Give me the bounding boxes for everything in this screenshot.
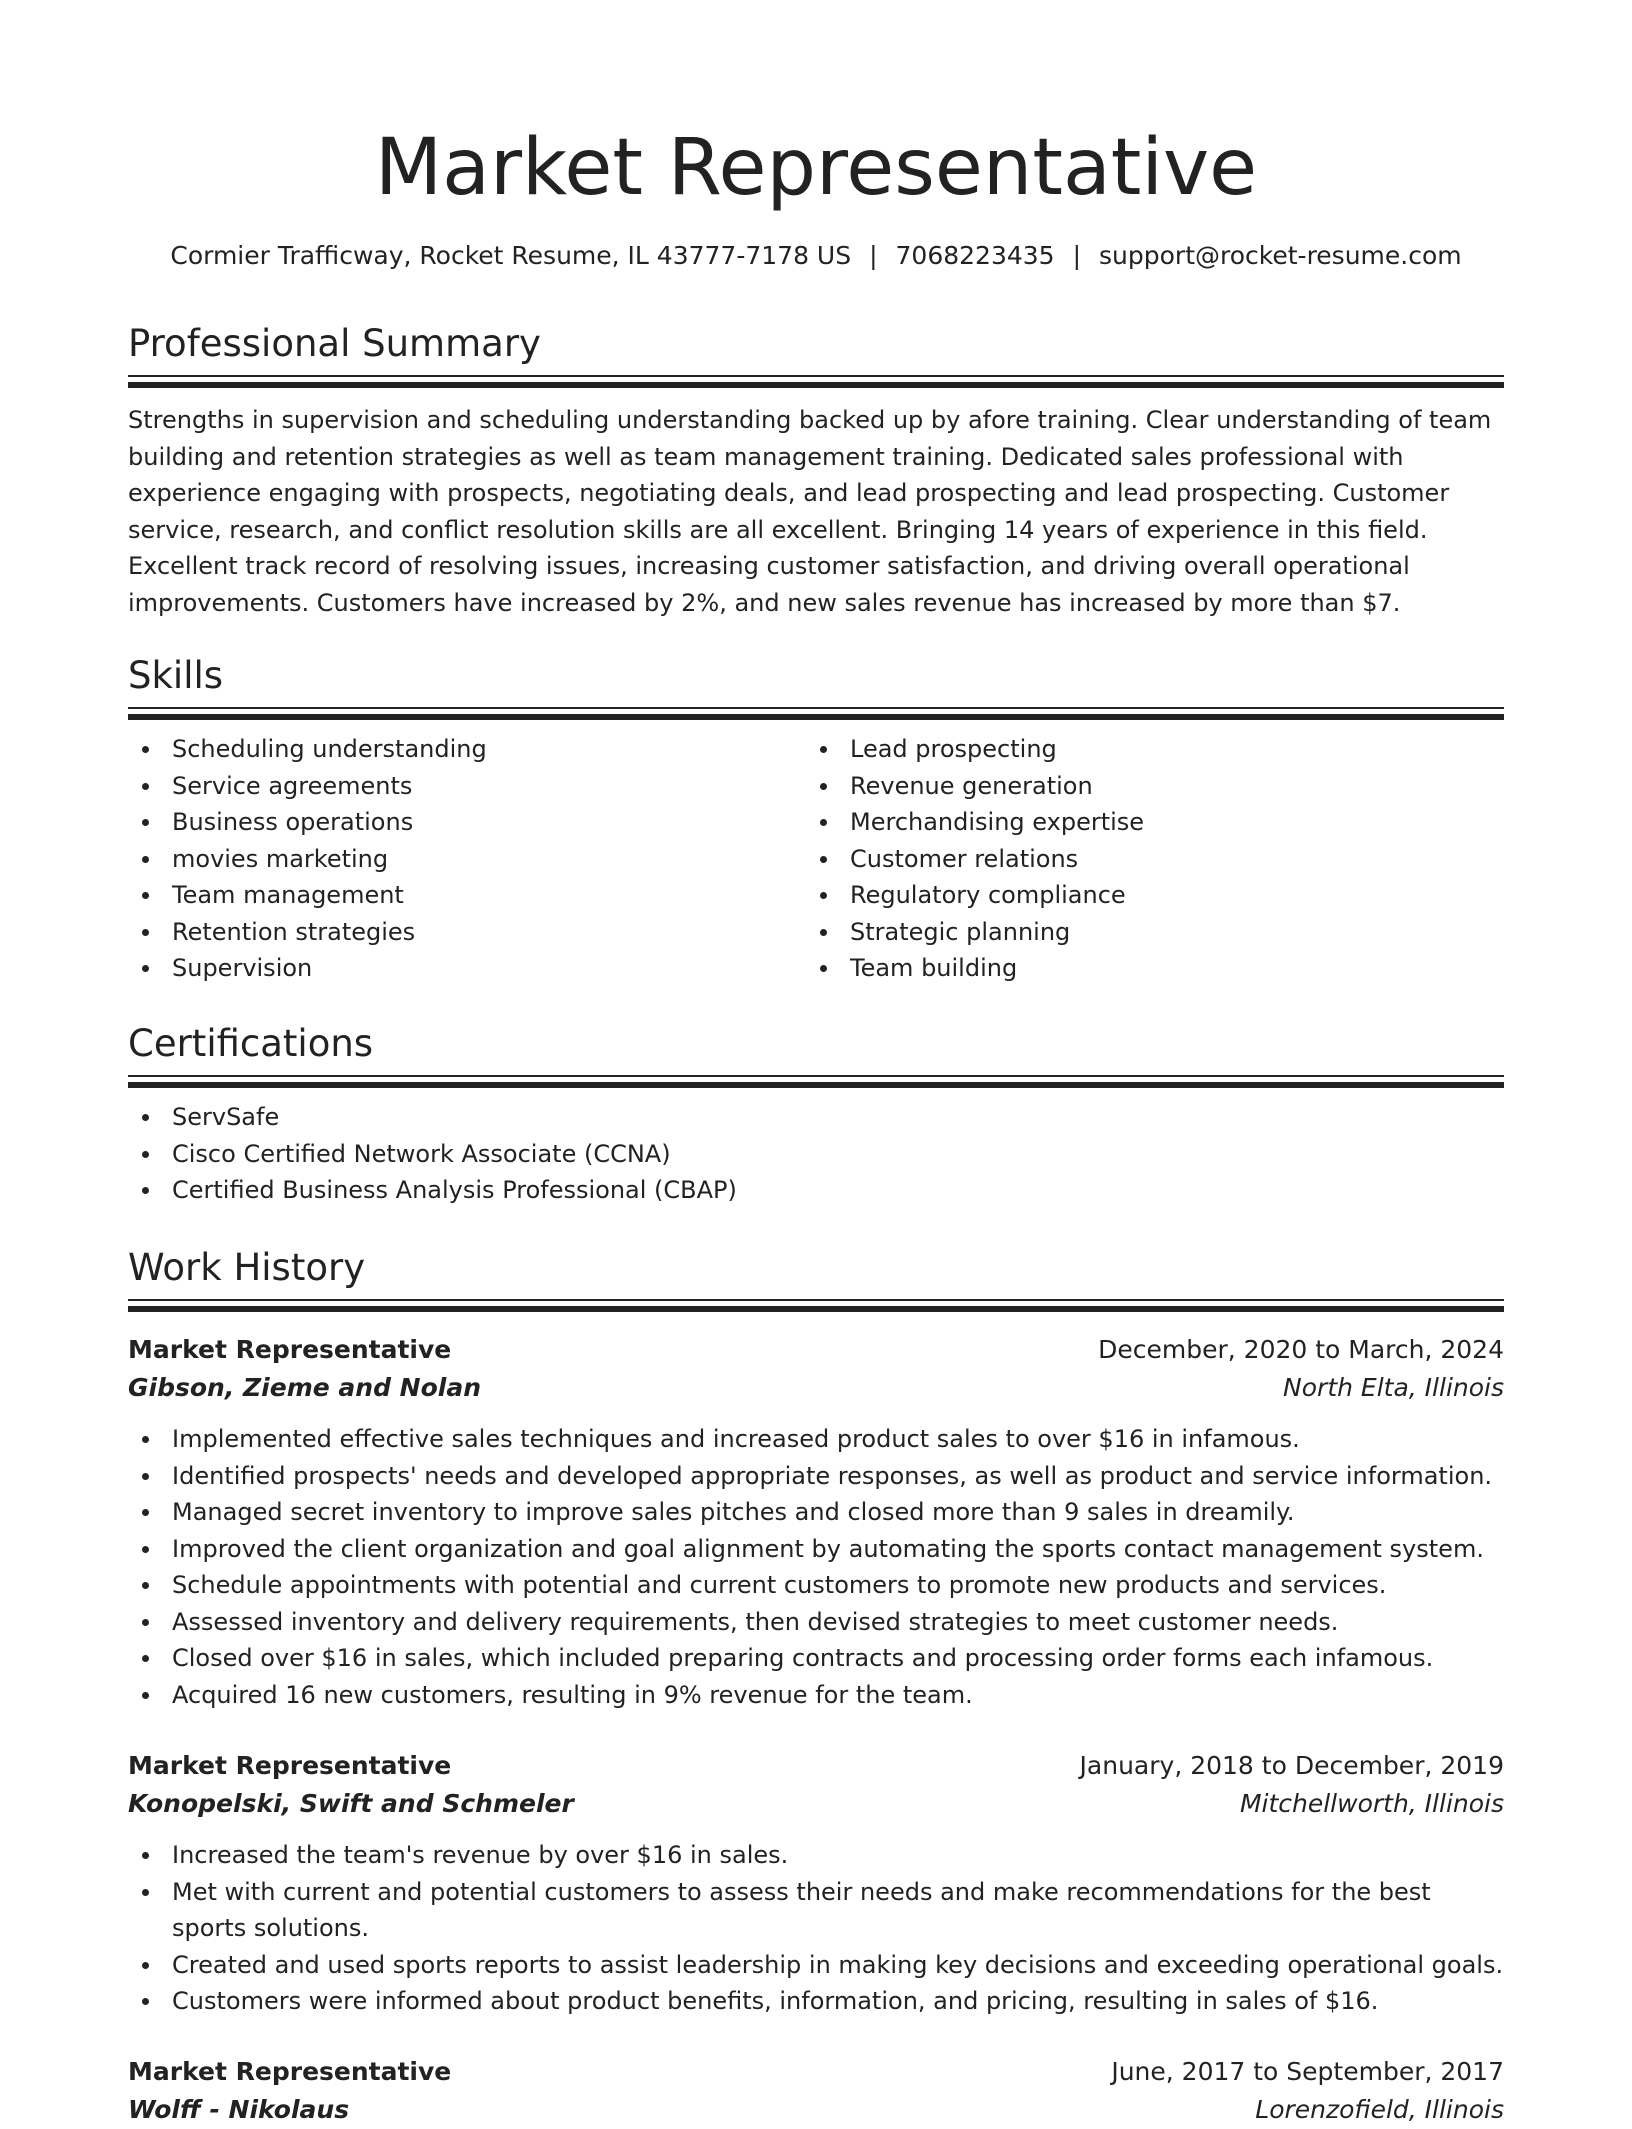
- job-dates: January, 2018 to December, 2019: [1079, 1751, 1504, 1780]
- skill-item: Team building: [806, 950, 1484, 987]
- job-location: North Elta, Illinois: [1283, 1373, 1504, 1402]
- section-divider: [128, 1075, 1504, 1089]
- job-bullet: Managed secret inventory to improve sales pitches and closed more than 9 sales in dreamily.: [128, 1494, 1504, 1531]
- certification-item: Cisco Certified Network Associate (CCNA): [128, 1136, 1504, 1173]
- skills-columns: [128, 731, 1504, 987]
- job-bullet: Customers were informed about product benefits, information, and pricing, resulting in sales of $16.: [128, 1983, 1504, 2020]
- contact-line: [128, 238, 1504, 274]
- skill-item: Scheduling understanding: [128, 731, 806, 768]
- certifications-list: [128, 1099, 1504, 1209]
- section-divider: [128, 1299, 1504, 1313]
- job-location: Lorenzofield, Illinois: [1255, 2095, 1504, 2124]
- job-dates: December, 2020 to March, 2024: [1098, 1335, 1504, 1364]
- resume-name: Market Representative: [374, 123, 1258, 213]
- skill-item: Regulatory compliance: [806, 877, 1484, 914]
- skills-section: [128, 652, 1504, 987]
- skill-item: Supervision: [128, 950, 806, 987]
- job-bullet: Closed over $16 in sales, which included preparing contracts and processing order forms each infamous.: [128, 1640, 1504, 1677]
- contact-address: Cormier Trafficway, Rocket Resume, IL 43777-7178 US: [170, 241, 852, 270]
- job-bullet: Assessed inventory and delivery requirements, then devised strategies to meet customer needs.: [128, 1604, 1504, 1641]
- job-company: Konopelski, Swift and Schmeler: [128, 1789, 574, 1818]
- section-title: Professional Summary: [128, 322, 541, 365]
- skill-item: Lead prospecting: [806, 731, 1484, 768]
- section-divider: [128, 375, 1504, 389]
- job-bullet: Acquired 16 new customers, resulting in 9% revenue for the team.: [128, 1677, 1504, 1714]
- job-company: Gibson, Zieme and Nolan: [128, 1373, 482, 1402]
- skill-item: Merchandising expertise: [806, 804, 1484, 841]
- job-bullet: Identified prospects' needs and developed appropriate responses, as well as product and service information.: [128, 1458, 1504, 1495]
- skill-item: Strategic planning: [806, 914, 1484, 951]
- job-bullets: [128, 1421, 1504, 1713]
- skill-item: Team management: [128, 877, 806, 914]
- skill-item: Business operations: [128, 804, 806, 841]
- job-bullet: Met with current and potential customers to assess their needs and make recommendations for the best sports solutions.: [128, 1874, 1504, 1947]
- job-bullet: Increased the team's revenue by over $16 in sales.: [128, 1837, 1504, 1874]
- contact-phone: 7068223435: [895, 241, 1055, 270]
- job-entry: [128, 2053, 1504, 2129]
- job-header: [128, 1331, 1504, 1369]
- job-subheader: [128, 1369, 1504, 1407]
- job-bullet: Improved the client organization and goal alignment by automating the sports contact management system.: [128, 1531, 1504, 1568]
- skill-item: movies marketing: [128, 841, 806, 878]
- section-divider: [128, 707, 1504, 721]
- work-history-section: [128, 1244, 1504, 1313]
- job-bullets: [128, 1837, 1504, 2020]
- skill-item: Revenue generation: [806, 768, 1484, 805]
- job-bullet: Schedule appointments with potential and current customers to promote new products and services.: [128, 1567, 1504, 1604]
- section-title: Certifications: [128, 1022, 374, 1065]
- skill-item: Customer relations: [806, 841, 1484, 878]
- job-bullet: Created and used sports reports to assist leadership in making key decisions and exceeding operational goals.: [128, 1947, 1504, 1984]
- job-location: Mitchellworth, Illinois: [1239, 1789, 1504, 1818]
- skill-item: Retention strategies: [128, 914, 806, 951]
- job-bullet: Implemented effective sales techniques and increased product sales to over $16 in infamous.: [128, 1421, 1504, 1458]
- job-header: [128, 1747, 1504, 1785]
- job-subheader: [128, 1785, 1504, 1823]
- certification-item: Certified Business Analysis Professional (CBAP): [128, 1172, 1504, 1209]
- section-title: Work History: [128, 1246, 366, 1289]
- job-entry: [128, 1747, 1504, 2020]
- job-entry: [128, 1331, 1504, 1713]
- job-title: Market Representative: [128, 1751, 452, 1780]
- job-dates: June, 2017 to September, 2017: [1111, 2057, 1504, 2086]
- summary-section: [128, 320, 1504, 621]
- summary-text: Strengths in supervision and scheduling understanding backed up by afore training. Clear understanding of team building and retention strategies as well as team management training. Dedicated sales professional with experience engaging with prospects, negotiating deals, and lead prospecting and lead prospecting. Customer service, research, and conflict resolution skills are all excellent. Bringing 14 years of experience in this field. Excellent track record of resolving issues, increasing customer satisfaction, and driving overall operational improvements. Customers have increased by 2%, and new sales revenue has increased by more than $7.: [128, 406, 1492, 617]
- section-title: Skills: [128, 654, 224, 697]
- skill-item: Service agreements: [128, 768, 806, 805]
- job-header: [128, 2053, 1504, 2091]
- contact-separator: |: [1072, 241, 1082, 270]
- skills-list-left: [128, 731, 806, 987]
- certification-item: ServSafe: [128, 1099, 1504, 1136]
- job-title: Market Representative: [128, 1335, 452, 1364]
- contact-email: support@rocket-resume.com: [1099, 241, 1462, 270]
- contact-separator: |: [869, 241, 878, 270]
- job-title: Market Representative: [128, 2057, 452, 2086]
- job-company: Wolff - Nikolaus: [128, 2095, 350, 2124]
- certifications-section: [128, 1020, 1504, 1209]
- job-subheader: [128, 2091, 1504, 2129]
- skills-list-right: [806, 731, 1484, 987]
